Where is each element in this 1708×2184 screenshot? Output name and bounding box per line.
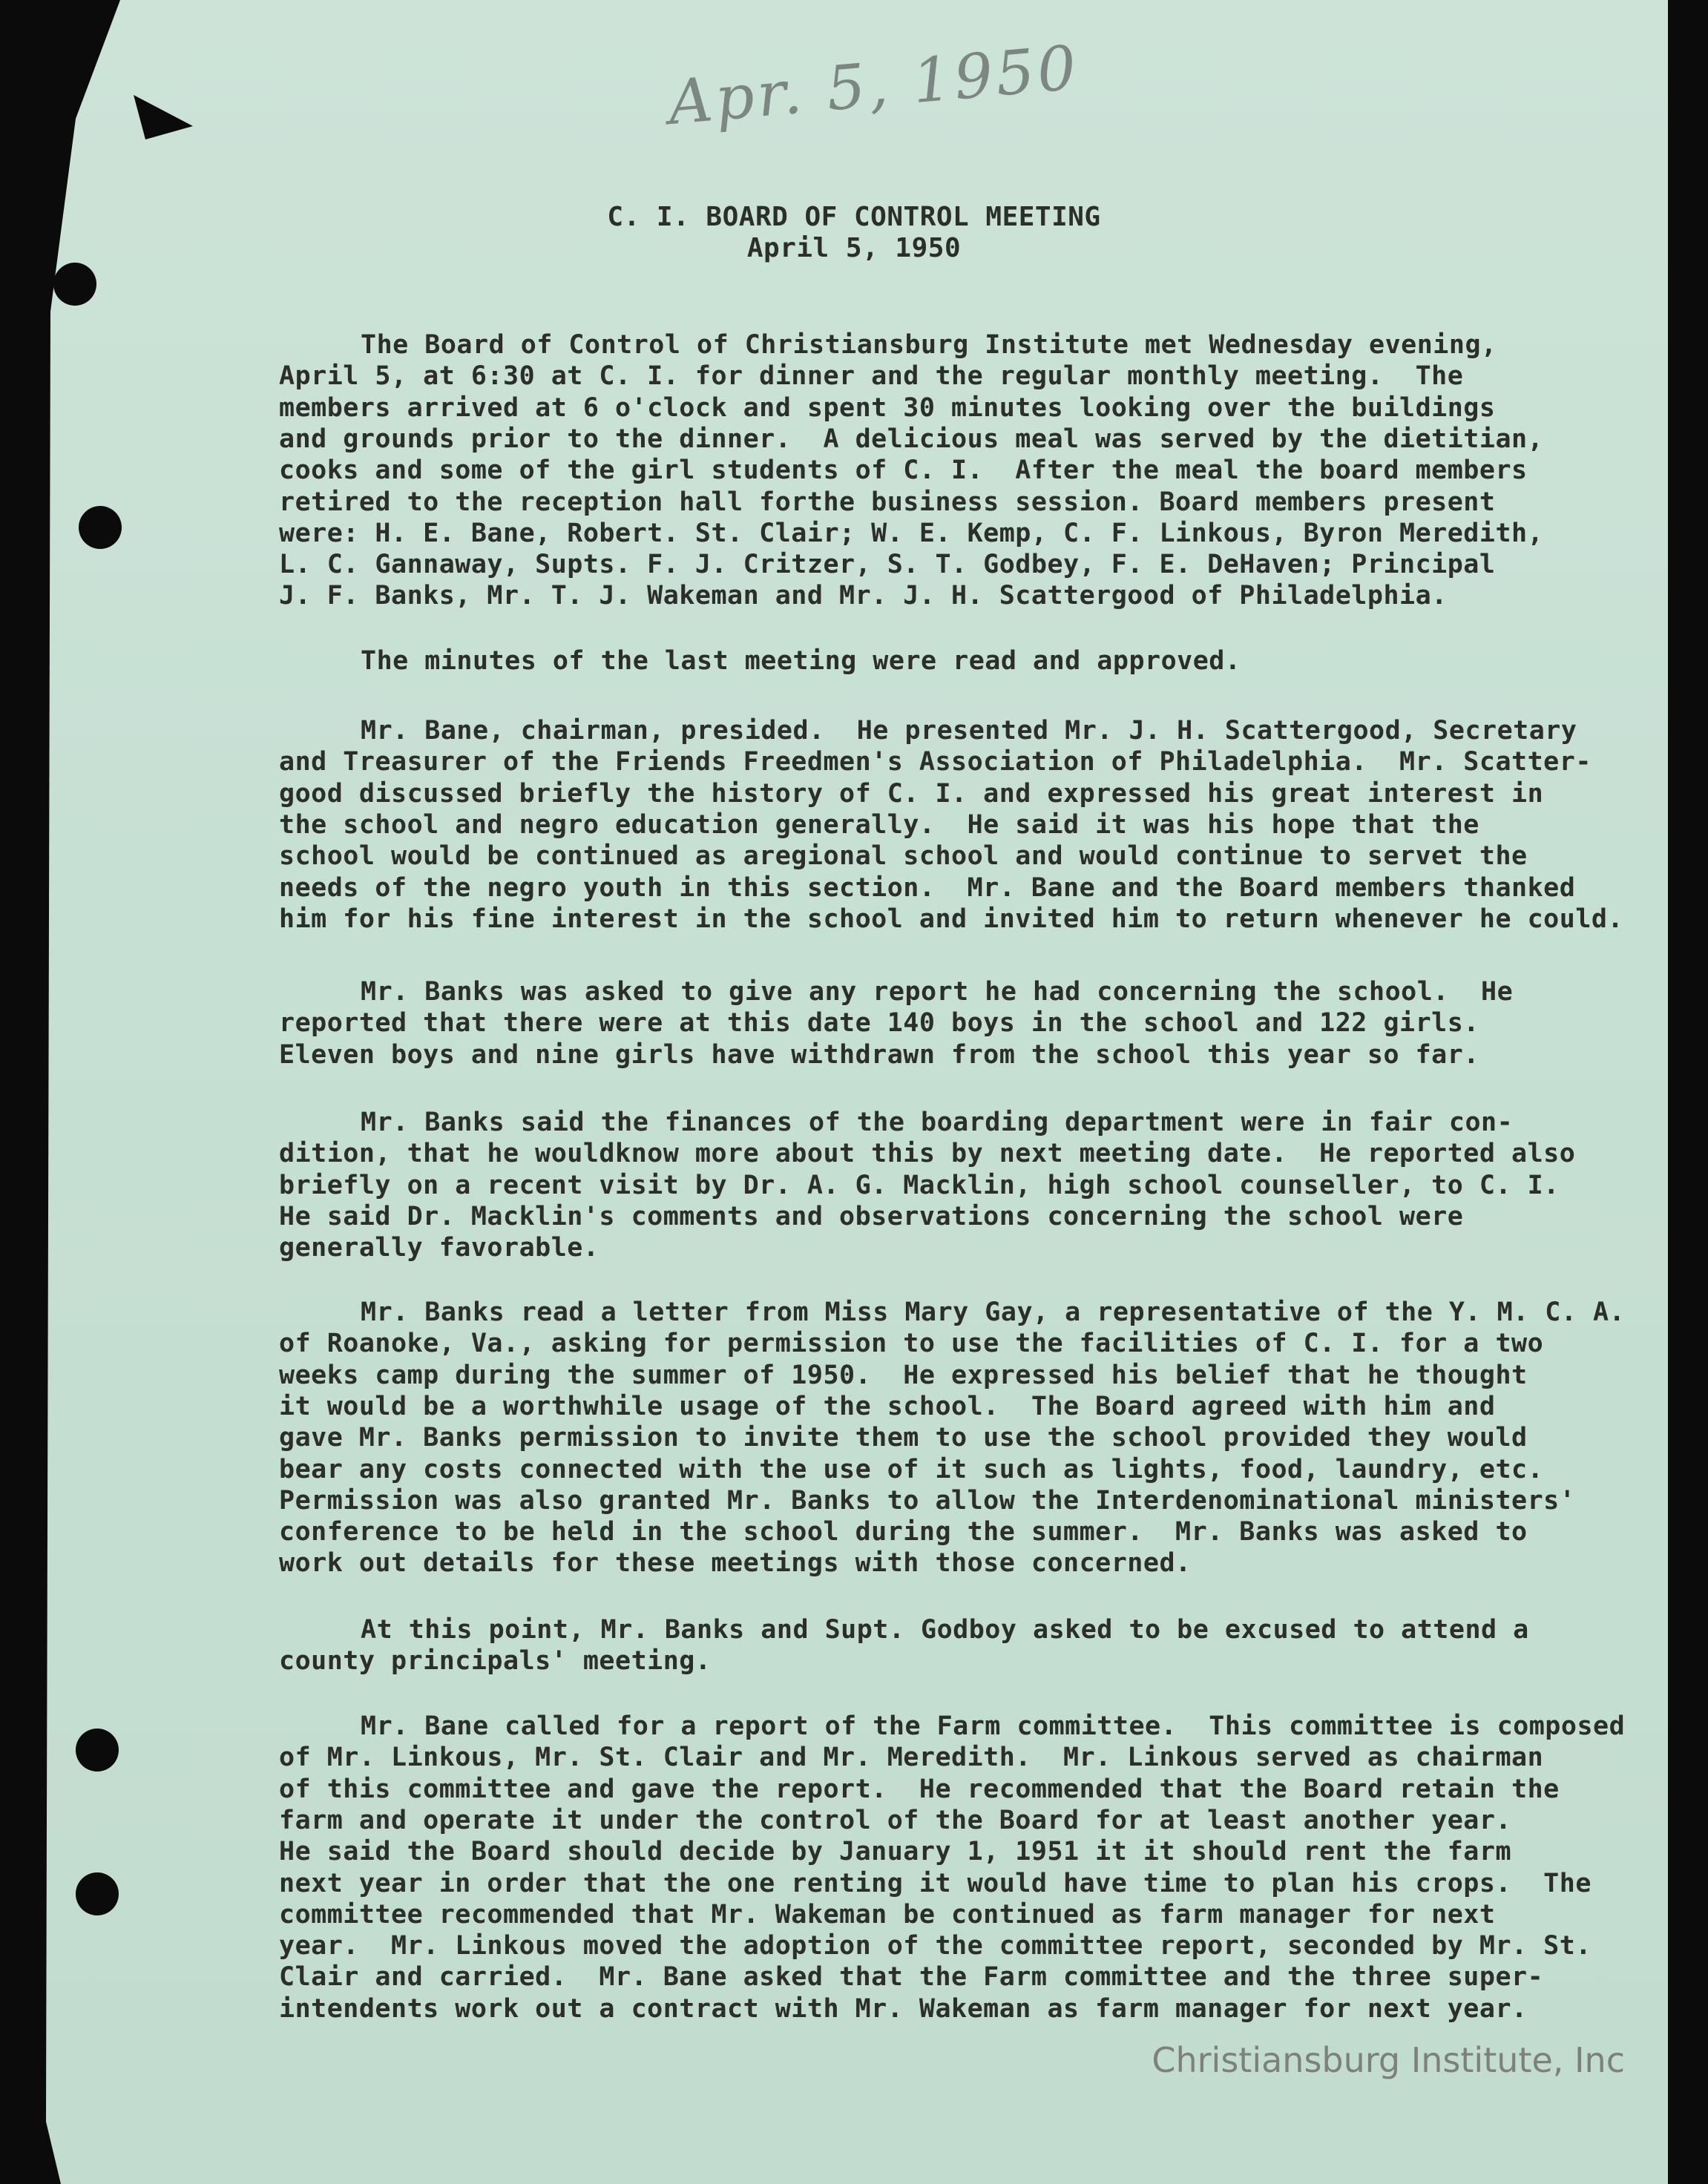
text-line: committee recommended that Mr. Wakeman be continued as farm manager for next — [279, 1899, 1496, 1930]
document-title: C. I. BOARD OF CONTROL MEETING — [607, 202, 1101, 232]
text-line: work out details for these meetings with those concerned. — [279, 1548, 1192, 1579]
document-date: April 5, 1950 — [746, 233, 962, 263]
text-line: bear any costs connected with the use of it such as lights, food, laundry, etc. — [279, 1454, 1544, 1484]
text-line: The Board of Control of Christiansburg Institute met Wednesday evening, — [361, 330, 1497, 360]
text-line: and grounds prior to the dinner. A delicious meal was served by the dietitian, — [279, 424, 1544, 454]
text-line: briefly on a recent visit by Dr. A. G. Macklin, high school counseller, to C. I. — [279, 1170, 1560, 1200]
watermark: Christiansburg Institute, Inc — [1152, 2040, 1625, 2080]
text-line: dition, that he wouldknow more about this by next meeting date. He reported also — [279, 1139, 1576, 1169]
text-line: were: H. E. Bane, Robert. St. Clair; W. E. Kemp, C. F. Linkous, Byron Meredith, — [279, 518, 1544, 548]
text-line: needs of the negro youth in this section. Mr. Bane and the Board members thanked — [279, 872, 1576, 903]
text-line: good discussed briefly the history of C. I. and expressed his great interest in — [279, 778, 1544, 809]
text-line: it would be a worthwhile usage of the school. The Board agreed with him and — [279, 1391, 1496, 1421]
text-line: generally favorable. — [279, 1233, 600, 1263]
text-line: of Roanoke, Va., asking for permission to use the facilities of C. I. for a two — [279, 1329, 1544, 1359]
text-line: Mr. Banks was asked to give any report he had concerning the school. He — [361, 977, 1514, 1007]
text-line: Clair and carried. Mr. Bane asked that the Farm committee and the three super- — [279, 1962, 1544, 1993]
text-line: of this committee and gave the report. He recommended that the Board retain the — [279, 1774, 1560, 1804]
text-line: He said Dr. Macklin's comments and observations concerning the school were — [279, 1201, 1464, 1231]
text-line: farm and operate it under the control of the Board for at least another year. — [279, 1805, 1512, 1835]
text-line: J. F. Banks, Mr. T. J. Wakeman and Mr. J. H. Scattergood of Philadelphia. — [279, 581, 1448, 611]
text-line: reported that there were at this date 140 boys in the school and 122 girls. — [279, 1008, 1479, 1039]
text-line: county principals' meeting. — [279, 1646, 712, 1677]
text-line: He said the Board should decide by January 1, 1951 it it should rent the farm — [279, 1837, 1512, 1867]
text-line: weeks camp during the summer of 1950. He expressed his belief that he thought — [279, 1360, 1528, 1390]
handwritten-date-note: Apr. 5, 1950 — [665, 32, 1083, 139]
text-line: L. C. Gannaway, Supts. F. J. Critzer, S. T. Godbey, F. E. DeHaven; Principal — [279, 550, 1496, 580]
text-line: Permission was also granted Mr. Banks to allow the Interdenominational ministers' — [279, 1485, 1576, 1516]
text-line: Eleven boys and nine girls have withdrawn from the school this year so far. — [279, 1039, 1479, 1070]
text-line: year. Mr. Linkous moved the adoption of the committee report, seconded by Mr. St. — [279, 1931, 1592, 1961]
text-line: school would be continued as aregional school and would continue to servet the — [279, 841, 1528, 872]
text-line: retired to the reception hall forthe business session. Board members present — [279, 487, 1496, 517]
text-line: At this point, Mr. Banks and Supt. Godboy asked to be excused to attend a — [361, 1615, 1529, 1645]
text-line: next year in order that the one renting it would have time to plan his crops. The — [279, 1868, 1592, 1898]
text-line: intendents work out a contract with Mr. Wakeman as farm manager for next year. — [279, 1993, 1528, 2024]
text-line: The minutes of the last meeting were read and approved. — [361, 646, 1241, 676]
text-line: him for his fine interest in the school and invited him to return whenever he could. — [279, 904, 1624, 934]
text-line: Mr. Banks read a letter from Miss Mary Gay, a representative of the Y. M. C. A. — [361, 1297, 1626, 1327]
text-line: conference to be held in the school during the summer. Mr. Banks was asked to — [279, 1517, 1528, 1547]
text-line: and Treasurer of the Friends Freedmen's Association of Philadelphia. Mr. Scatter- — [279, 747, 1592, 777]
text-line: members arrived at 6 o'clock and spent 30 minutes looking over the buildings — [279, 392, 1496, 423]
text-line: cooks and some of the girl students of C. I. After the meal the board members — [279, 455, 1528, 486]
text-line: Mr. Bane, chairman, presided. He presented Mr. J. H. Scattergood, Secretary — [361, 716, 1577, 746]
text-line: Mr. Bane called for a report of the Farm committee. This committee is composed — [361, 1711, 1626, 1741]
text-line: Mr. Banks said the finances of the boarding department were in fair con- — [361, 1108, 1514, 1137]
text-line: of Mr. Linkous, Mr. St. Clair and Mr. Meredith. Mr. Linkous served as chairman — [279, 1743, 1544, 1773]
text-line: April 5, at 6:30 at C. I. for dinner and the regular monthly meeting. The — [279, 361, 1464, 392]
text-line: gave Mr. Banks permission to invite them to use the school provided they would — [279, 1423, 1528, 1453]
text-line: the school and negro education generally. He said it was his hope that the — [279, 809, 1479, 840]
